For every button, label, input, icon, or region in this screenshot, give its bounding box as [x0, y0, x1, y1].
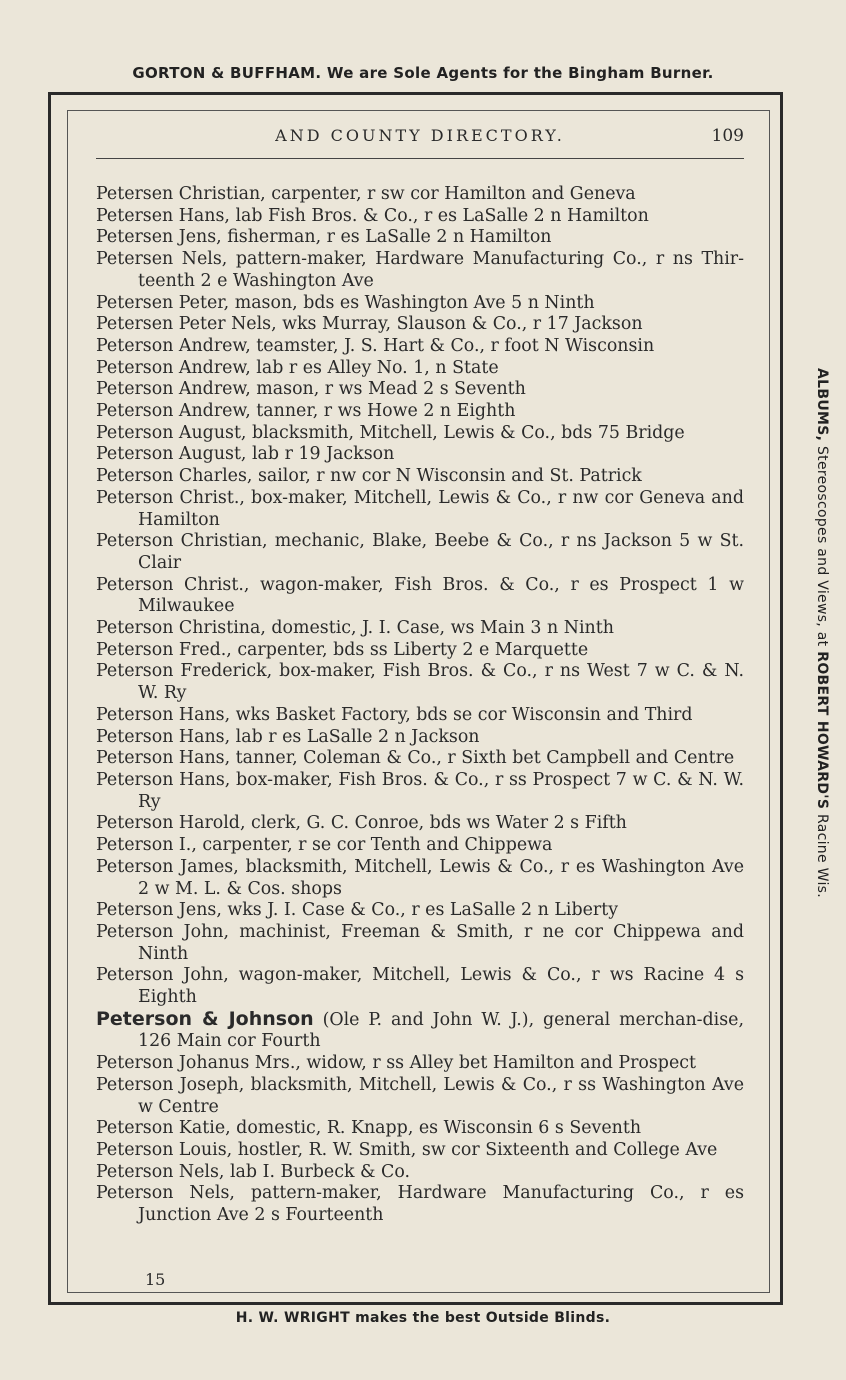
signature-mark: 15: [145, 1270, 166, 1289]
side-ad-middle: Stereoscopes and Views, at: [814, 441, 830, 652]
directory-entry: Peterson Andrew, tanner, r ws Howe 2 n Eighth: [96, 401, 516, 422]
top-advertisement: GORTON & BUFFHAM. We are Sole Agents for the Bingham Burner.: [132, 64, 714, 82]
directory-entry: Petersen Peter, mason, bds es Washington Ave 5 n Ninth: [96, 292, 595, 313]
directory-entries: [96, 184, 744, 1227]
side-ad-name: ROBERT HOWARD'S: [814, 651, 830, 810]
directory-entry: Peterson Hans, lab r es LaSalle 2 n Jackson: [96, 726, 480, 747]
directory-entry: Peterson Johanus Mrs., widow, r ss Alley bet Hamilton and Prospect: [96, 1053, 696, 1074]
directory-entry: Peterson Katie, domestic, R. Knapp, es Wisconsin 6 s Seventh: [96, 1118, 642, 1139]
side-ad-albums: ALBUMS,: [814, 368, 830, 442]
directory-entry: Peterson Louis, hostler, R. W. Smith, sw cor Sixteenth and College Ave: [96, 1139, 718, 1160]
directory-entry: Peterson August, blacksmith, Mitchell, Lewis & Co., bds 75 Bridge: [96, 422, 685, 443]
directory-entry: Petersen Peter Nels, wks Murray, Slauson & Co., r 17 Jackson: [96, 314, 643, 335]
bottom-advertisement: H. W. WRIGHT makes the best Outside Blinds.: [235, 1310, 611, 1326]
directory-entry: Peterson Harold, clerk, G. C. Conroe, bds ws Water 2 s Fifth: [96, 813, 627, 834]
featured-entry-name: Peterson & Johnson: [96, 1007, 314, 1030]
directory-entry: Peterson John, machinist, Freeman & Smith, r ne cor Chippewa and Ninth: [96, 921, 744, 964]
directory-entry: Peterson Fred., carpenter, bds ss Liberty 2 e Marquette: [96, 639, 589, 660]
directory-entry: Petersen Hans, lab Fish Bros. & Co., r es LaSalle 2 n Hamilton: [96, 205, 649, 226]
directory-entry: Peterson Nels, lab I. Burbeck & Co.: [96, 1161, 411, 1182]
directory-entry: Peterson John, wagon-maker, Mitchell, Lewis & Co., r ws Racine 4 s Eighth: [96, 965, 744, 1008]
directory-entry: Peterson Hans, tanner, Coleman & Co., r Sixth bet Campbell and Centre: [96, 748, 735, 769]
directory-entry: Peterson Andrew, teamster, J. S. Hart & Co., r foot N Wisconsin: [96, 335, 655, 356]
page-number: 109: [711, 126, 744, 146]
directory-entry: Peterson I., carpenter, r se cor Tenth and Chippewa: [96, 835, 553, 856]
featured-entry-details: (Ole P. and John W. J.), general merchan-dise, 126 Main cor Fourth: [138, 1009, 744, 1052]
directory-entry: Peterson Hans, box-maker, Fish Bros. & Co., r ss Prospect 7 w C. & N. W. Ry: [96, 769, 744, 812]
directory-entry: Petersen Jens, fisherman, r es LaSalle 2 n Hamilton: [96, 227, 552, 248]
directory-entry: Peterson Nels, pattern-maker, Hardware Manufacturing Co., r es Junction Ave 2 s Fourteenth: [96, 1183, 744, 1226]
directory-entry: Peterson Christ., box-maker, Mitchell, Lewis & Co., r nw cor Geneva and Hamilton: [96, 487, 744, 530]
directory-entry: Peterson Frederick, box-maker, Fish Bros. & Co., r ns West 7 w C. & N. W. Ry: [96, 661, 744, 704]
directory-entry: Peterson Hans, wks Basket Factory, bds se cor Wisconsin and Third: [96, 704, 693, 725]
directory-entry: Peterson Charles, sailor, r nw cor N Wisconsin and St. Patrick: [96, 466, 642, 487]
side-advertisement: [790, 368, 830, 1028]
directory-entry: Peterson Christina, domestic, J. I. Case, ws Main 3 n Ninth: [96, 618, 614, 639]
side-ad-place: Racine Wis.: [814, 809, 830, 899]
directory-entry: Peterson Christ., wagon-maker, Fish Bros. & Co., r es Prospect 1 w Milwaukee: [96, 574, 744, 617]
directory-entry: Peterson Jens, wks J. I. Case & Co., r es LaSalle 2 n Liberty: [96, 900, 619, 921]
directory-entry: Peterson Joseph, blacksmith, Mitchell, Lewis & Co., r ss Washington Ave w Centre: [96, 1074, 744, 1117]
directory-entry: Peterson Andrew, mason, r ws Mead 2 s Seventh: [96, 379, 526, 400]
directory-entry: Peterson James, blacksmith, Mitchell, Lewis & Co., r es Washington Ave 2 w M. L. & Cos. shops: [96, 856, 744, 899]
directory-entry: Peterson August, lab r 19 Jackson: [96, 444, 395, 465]
directory-entry: Petersen Christian, carpenter, r sw cor Hamilton and Geneva: [96, 184, 636, 204]
featured-entry: [96, 1009, 744, 1053]
directory-entry: Peterson Christian, mechanic, Blake, Beebe & Co., r ns Jackson 5 w St. Clair: [96, 531, 744, 573]
page-header: [96, 122, 744, 159]
directory-title: AND COUNTY DIRECTORY.: [275, 126, 565, 145]
directory-entry: Petersen Nels, pattern-maker, Hardware Manufacturing Co., r ns Thir-teenth 2 e Washington Ave: [96, 249, 744, 291]
directory-entry: Peterson Andrew, lab r es Alley No. 1, n State: [96, 357, 499, 378]
